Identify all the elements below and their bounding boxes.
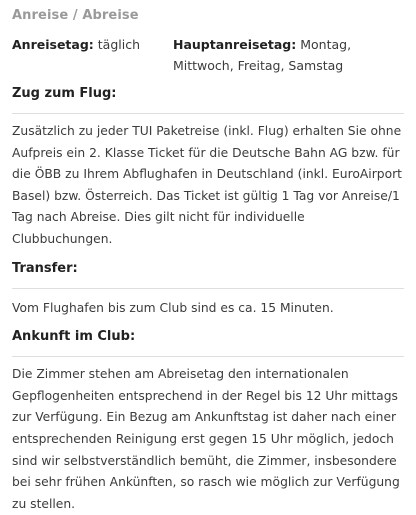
arrival-days-row — [12, 34, 404, 76]
section-heading: Zug zum Flug: — [12, 84, 404, 114]
section-train-to-flight — [12, 84, 404, 251]
section-arrival-at-club — [12, 327, 404, 515]
section-heading: Transfer: — [12, 259, 404, 289]
main-arrival-day-value: Montag, Mittwoch, Freitag, Samstag — [173, 37, 352, 73]
section-text: Vom Flughafen bis zum Club sind es ca. 15 Minuten. — [12, 300, 334, 315]
main-arrival-day-label: Hauptanreisetag: — [173, 37, 297, 52]
arrival-day-cell — [12, 34, 173, 76]
section-transfer — [12, 259, 404, 320]
panel-title: Anreise / Abreise — [12, 7, 139, 23]
section-text: Die Zimmer stehen am Abreisetag den internationalen Gepflogenheiten entsprechend in der Regel bis 12 Uhr mittags zur Verfügung. Ein Bezug am Ankunftstag ist daher nach einer entsprechenden Reinigung erst gegen 15 Uhr möglich, jedoch sind wir selbstverständlich bemüht, die Zimmer, insbesondere bei sehr frühen Ankünften, so rasch wie möglich zur Verfügung zu stellen. — [12, 367, 400, 511]
main-arrival-day-cell — [173, 34, 404, 76]
arrival-day-label: Anreisetag: — [12, 37, 94, 52]
section-heading: Ankunft im Club: — [12, 327, 404, 357]
section-text: Zusätzlich zu jeder TUI Paketreise (inkl. Flug) erhalten Sie ohne Aufpreis ein 2. Klasse Ticket für die Deutsche Bahn AG bzw. für die ÖBB zu Ihrem Abflughafen in Deutschland (inkl. EuroAirport Basel) bzw. Österreich. Das Ticket ist gültig 1 Tag vor Anreise/1 Tag nach Abreise. Dies gilt nicht für individuelle Clubbuchungen. — [12, 124, 402, 246]
arrival-day-value: täglich — [97, 37, 141, 52]
